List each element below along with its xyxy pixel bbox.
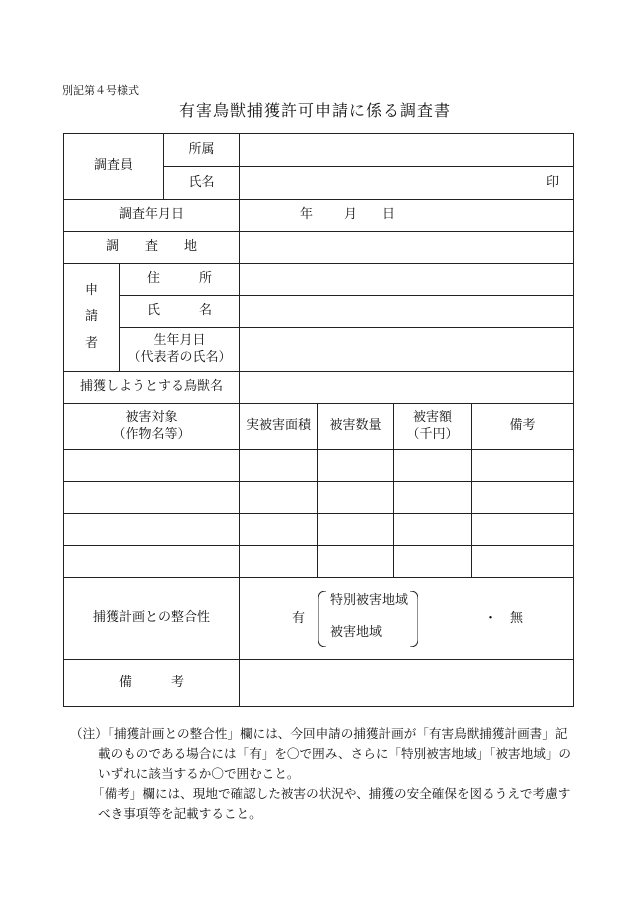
birth-date-label-line1: 生年月日 xyxy=(153,333,206,349)
damage-area-option[interactable]: 被害地域 xyxy=(330,624,383,640)
damage-area-cell[interactable] xyxy=(240,546,318,578)
applicant-name-label: 氏 名 xyxy=(120,296,240,328)
damage-remarks-cell[interactable] xyxy=(472,482,574,514)
investigator-label: 調査員 xyxy=(64,134,164,200)
applicant-name-field[interactable] xyxy=(240,296,574,328)
consistency-yes-option[interactable]: 有 xyxy=(292,610,306,626)
damage-amount-cell[interactable] xyxy=(394,482,472,514)
damage-quantity-cell[interactable] xyxy=(318,514,394,546)
damage-remarks-cell[interactable] xyxy=(472,514,574,546)
damage-remarks-cell[interactable] xyxy=(472,450,574,482)
address-field[interactable] xyxy=(240,264,574,296)
survey-form-table xyxy=(63,133,574,707)
remarks-label: 備 考 xyxy=(64,660,240,707)
damage-quantity-cell[interactable] xyxy=(318,450,394,482)
survey-site-field[interactable] xyxy=(240,232,574,264)
survey-site-label: 調 査 地 xyxy=(64,232,240,264)
target-animal-label: 捕獲しようとする鳥獣名 xyxy=(64,372,240,404)
month-label: 月 xyxy=(344,207,358,223)
seal-mark: 印 xyxy=(546,174,560,190)
consistency-no-option[interactable]: 無 xyxy=(510,610,524,626)
damage-target-header-line1: 被害対象 xyxy=(125,410,178,426)
table-row xyxy=(64,546,574,578)
damage-target-cell[interactable] xyxy=(64,450,240,482)
damage-amount-cell[interactable] xyxy=(394,450,472,482)
birth-date-field[interactable] xyxy=(240,328,574,372)
damage-amount-header-line1: 被害額 xyxy=(413,410,453,426)
form-number-label: 別記第４号様式 xyxy=(62,84,139,97)
survey-date-field[interactable] xyxy=(240,200,574,232)
table-row xyxy=(64,482,574,514)
day-label: 日 xyxy=(382,207,396,223)
damage-area-cell[interactable] xyxy=(240,450,318,482)
damage-target-header-line2: （作物名等） xyxy=(112,426,191,442)
applicant-char-1: 申 xyxy=(84,283,98,299)
damage-target-cell[interactable] xyxy=(64,514,240,546)
investigator-name-field[interactable] xyxy=(240,167,574,200)
damage-area-cell[interactable] xyxy=(240,482,318,514)
affiliation-field[interactable] xyxy=(240,134,574,167)
note-remarks: 「備考」欄には、現地で確認した被害の状況や、捕獲の安全確保を図るうえで考慮すべき事項等を記載すること。 xyxy=(92,786,571,821)
investigator-name-label: 氏名 xyxy=(164,167,240,200)
damage-area-header: 実被害面積 xyxy=(240,404,318,450)
target-animal-field[interactable] xyxy=(240,372,574,404)
damage-quantity-cell[interactable] xyxy=(318,546,394,578)
document-title: 有害鳥獣捕獲許可申請に係る調査書 xyxy=(178,101,451,120)
damage-remarks-cell[interactable] xyxy=(472,546,574,578)
damage-quantity-cell[interactable] xyxy=(318,482,394,514)
note-consistency: （注）「捕獲計画との整合性」欄には、今回申請の捕獲計画が「有害鳥獣捕獲計画書」記載のものである場合には「有」を〇で囲み、さらに「特別被害地域」「被害地域」のいずれに該当するか〇で囲むこと。 xyxy=(70,726,572,781)
consistency-field[interactable] xyxy=(240,578,574,660)
damage-amount-cell[interactable] xyxy=(394,546,472,578)
special-damage-area-option[interactable]: 特別被害地域 xyxy=(330,592,409,608)
separator-dot: ・ xyxy=(484,610,498,626)
address-label: 住 所 xyxy=(120,264,240,296)
birth-date-label-line2: （代表者の氏名） xyxy=(127,349,232,365)
table-row xyxy=(64,514,574,546)
damage-target-header xyxy=(64,404,240,450)
applicant-label xyxy=(64,264,120,372)
damage-quantity-header: 被害数量 xyxy=(318,404,394,450)
affiliation-label: 所属 xyxy=(164,134,240,167)
birth-date-label xyxy=(120,328,240,372)
table-row xyxy=(64,450,574,482)
damage-target-cell[interactable] xyxy=(64,482,240,514)
damage-remarks-header: 備考 xyxy=(472,404,574,450)
applicant-char-2: 請 xyxy=(84,309,98,325)
applicant-char-3: 者 xyxy=(84,335,98,351)
damage-amount-cell[interactable] xyxy=(394,514,472,546)
damage-area-cell[interactable] xyxy=(240,514,318,546)
damage-target-cell[interactable] xyxy=(64,546,240,578)
consistency-label: 捕獲計画との整合性 xyxy=(64,578,240,660)
damage-amount-header xyxy=(394,404,472,450)
damage-amount-header-line2: （千円） xyxy=(406,426,459,442)
remarks-field[interactable] xyxy=(240,660,574,707)
year-label: 年 xyxy=(300,207,314,223)
notes-section xyxy=(70,724,576,824)
survey-date-label: 調査年月日 xyxy=(64,200,240,232)
